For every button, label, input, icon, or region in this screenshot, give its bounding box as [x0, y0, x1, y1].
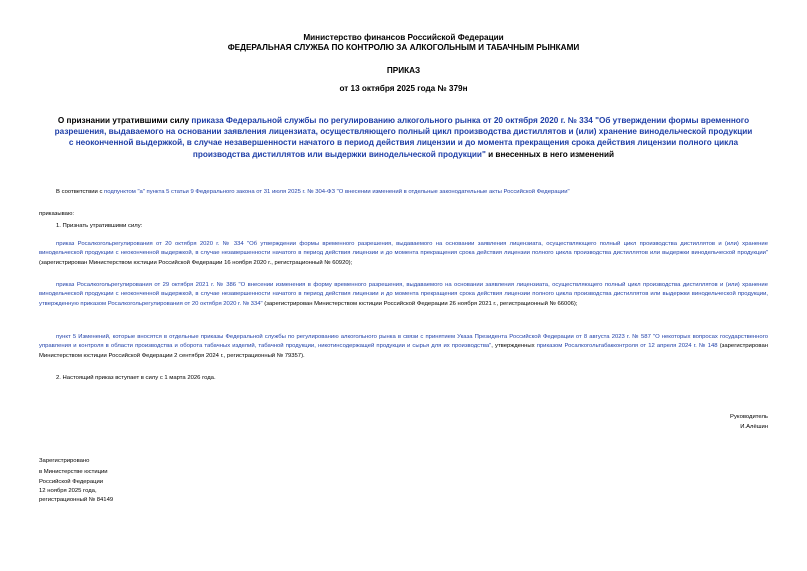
sub-item-2 — [39, 281, 768, 309]
sub-item-3 — [39, 333, 768, 361]
sub-item-1-link[interactable]: приказ Росалкогольрегулирования от 20 октября 2020 г. № 334 "Об утверждении формы временного разрешения, выдаваемого на основании заявления лицензиата, осуществляющего полный цикл производства дистиллятов и (или) хранение винодельческой продукции с неоконченной выдержкой, в случае незавершенности начатого в период действия лицензии и до момента прекращения срока действия лицензии полного цикла производства дистиллятов или выдержки винодельческой продукции" — [39, 241, 768, 257]
sub-item-3-link-2[interactable]: приказом Росалкогольтабакконтроля от 12 апреля 2024 г. № 148 — [536, 343, 718, 350]
registration-line-3: Российской Федерации — [39, 478, 104, 485]
registration-block — [39, 457, 113, 505]
ministry-name: Министерство финансов Российской Федерации — [303, 33, 504, 42]
sub-item-2-rest: (зарегистрирован Министерством юстиции Российской Федерации 26 ноября 2021 г., регистрационный № 66006); — [262, 300, 578, 307]
title-prefix: О признании утратившими силу — [57, 116, 192, 125]
signature-name: И.Алёшин — [740, 424, 768, 430]
sub-item-3-mid: , утвержденных — [491, 343, 537, 350]
registration-line-2: в Министерстве юстиции — [39, 469, 108, 476]
item-2: 2. Настоящий приказ вступает в силу с 1 марта 2026 года. — [56, 375, 216, 381]
sub-item-2-link[interactable]: приказ Росалкогольрегулирования от 29 октября 2021 г. № 386 "О внесении изменения в форму временного разрешения, выдаваемого на основании заявления лицензиата, осуществляющего полный цикл производства дистиллятов и (или) хранение винодельческой продукции с неоконченной выдержкой, в случае незавершенности начатого в период действия лицензии и до момента прекращения срока действия лицензии полного цикла производства дистиллятов или выдержки винодельческой продукции, утвержденную приказом Росалкогольрегулирования от 20 октября 2020 г. № 334" — [39, 282, 768, 307]
sub-item-3-rest: (зарегистрирован Министерством юстиции Российской Федерации 2 сентября 2024 г., регистрационный № 79357). — [39, 343, 768, 359]
document-title — [52, 115, 755, 160]
document-type: ПРИКАЗ — [386, 66, 421, 75]
signature-position: Руководитель — [730, 414, 768, 420]
basis-prefix: В соответствии с — [56, 189, 105, 195]
sub-item-1-rest: (зарегистрирован Министерством юстиции Российской Федерации 16 ноября 2020 г., регистрационный № 60920); — [39, 259, 353, 266]
title-link[interactable]: приказа Федеральной службы по регулированию алкогольного рынка от 20 октября 2020 г. № 334 "Об утверждении формы временного разрешения, выдаваемого на основании заявления лицензиата, осуществляющего полный цикл производства дистиллятов и (или) хранение винодельческой продукции с неоконченной выдержкой, в случае незавершенности начатого в период действия лицензии и до момента прекращения срока действия лицензии полного цикла производства дистиллятов или выдержки винодельческой продукции" — [54, 116, 753, 159]
service-name: ФЕДЕРАЛЬНАЯ СЛУЖБА ПО КОНТРОЛЮ ЗА АЛКОГОЛЬНЫМ И ТАБАЧНЫМ РЫНКАМИ — [227, 43, 580, 52]
item-1: 1. Признать утратившими силу: — [56, 223, 143, 229]
basis-paragraph — [56, 188, 766, 197]
registration-line-4: 12 ноября 2025 года, — [39, 487, 97, 494]
title-suffix: и внесенных в него изменений — [485, 149, 615, 159]
document-date-number: от 13 октября 2025 года № 379н — [339, 84, 468, 93]
registration-line-5: регистрационный № 84149 — [39, 497, 114, 504]
sub-item-1 — [39, 240, 768, 268]
sub-item-3-link-1[interactable]: пункт 5 Изменений, которые вносятся в отдельные приказы Федеральной службы по регулированию алкогольного рынка в связи с принятием Указа Президента Российской Федерации от 8 августа 2023 г. № 587 "О некоторых вопросах государственного управления и контроля в области производства и оборота табачных изделий, табачной продукции, никотинсодержащей продукции и сырья для их производства" — [39, 334, 768, 350]
basis-link[interactable]: подпунктом "а" пункта 5 статьи 9 Федерального закона от 31 июля 2025 г. № 304-ФЗ "О внесении изменений в отдельные законодательные акты Российской Федерации" — [104, 189, 570, 195]
order-word: приказываю: — [39, 211, 75, 217]
registration-line-1: Зарегистрировано — [39, 458, 90, 464]
